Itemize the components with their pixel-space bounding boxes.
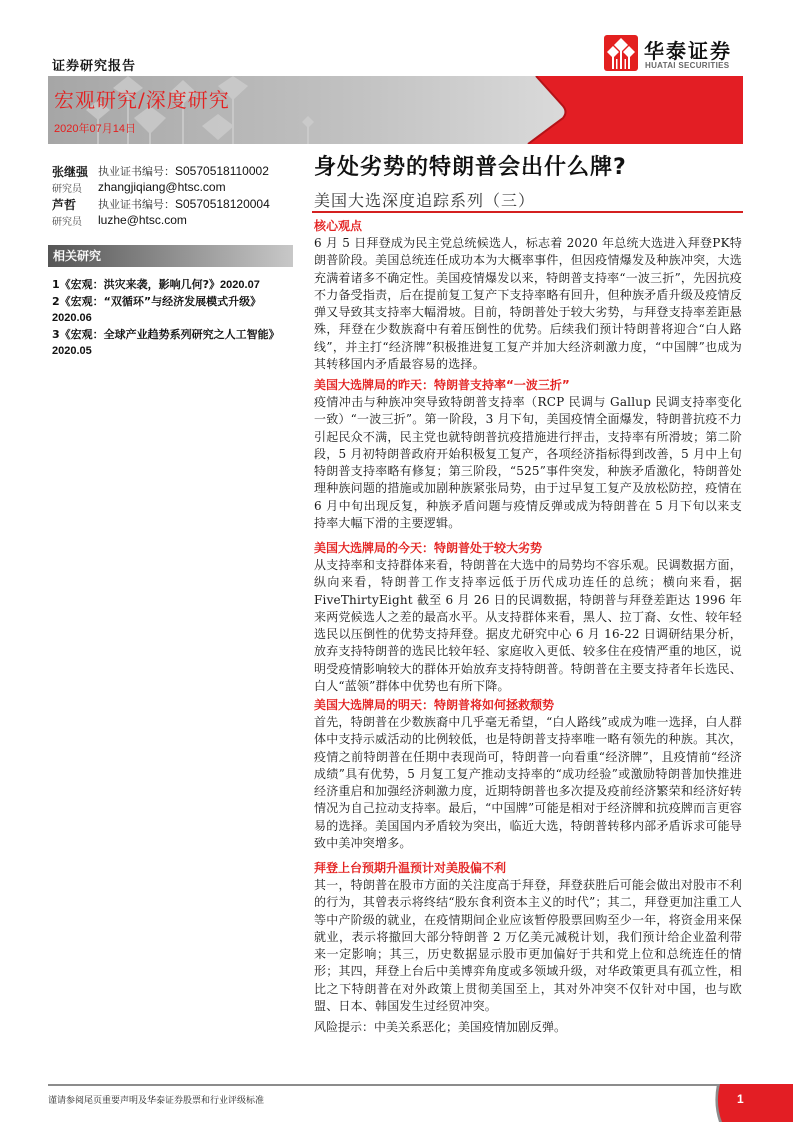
- related-item[interactable]: 1《宏观：洪灾来袭，影响几何?》2020.07: [52, 278, 260, 291]
- report-category: 宏观研究/深度研究: [54, 88, 230, 112]
- section-today: [314, 540, 742, 695]
- section-core-view: [314, 218, 742, 373]
- report-type-label: 证券研究报告: [52, 59, 137, 74]
- section-heading: 核心观点: [314, 219, 363, 233]
- related-research-list: [52, 277, 292, 360]
- analyst-role: 研究员: [52, 183, 82, 195]
- page-number-tab: [709, 1084, 793, 1122]
- related-item[interactable]: 2《宏观：“双循环”与经济发展模式升级》 2020.06: [52, 294, 262, 324]
- page-tab-shape: [709, 1084, 793, 1122]
- logo-chinese-name: 华泰证券: [644, 39, 732, 63]
- related-research-header: 相关研究: [48, 245, 293, 267]
- report-date: 2020年07月14日: [54, 123, 136, 135]
- analyst-card: [52, 163, 302, 195]
- section-heading: 美国大选牌局的今天：特朗普处于较大劣势: [314, 541, 543, 555]
- license-number: S0570518120004: [175, 197, 270, 211]
- section-tomorrow: [314, 697, 742, 852]
- analyst-email[interactable]: luzhe@htsc.com: [98, 213, 187, 227]
- page-subtitle: 美国大选深度追踪系列（三）: [314, 191, 536, 210]
- header-banner: [48, 76, 743, 144]
- section-yesterday: [314, 377, 742, 532]
- footer-disclaimer[interactable]: 谨请参阅尾页重要声明及华泰证券股票和行业评级标准: [48, 1096, 265, 1106]
- section-body: 其一，特朗普在股市方面的关注度高于拜登，拜登获胜后可能会做出对股市不利的行为，其曾表示将终结“股东食利资本主义的时代”；其二，拜登更加注重工人等中产阶级的就业，在疫情期间企业应该暂停股票回购至少一年，将资金用来保就业，表示将撤回大部分特朗普 2 万亿美元减税计划，我们预计给企业盈利带来一定影响；其三，历史数据显示股市更加偏好于共和党上位和总统连任的情形；其四，拜登上台后中美博弈角度或多领域升级，对华政策更具有孤立性，相比之下特朗普在对外政策上贯彻美国至上，其对外冲突不仅针对中国，也与欧盟、日本、韩国发生过经贸冲突。: [314, 878, 742, 1014]
- analyst-card: [52, 196, 302, 228]
- page-title: 身处劣势的特朗普会出什么牌?: [314, 155, 627, 180]
- license-label: 执业证书编号：: [98, 165, 175, 178]
- section-body: 6 月 5 日拜登成为民主党总统候选人，标志着 2020 年总统大选进入拜登PK特朗普阶段。美国总统连任成功本为大概率事件，但因疫情爆发及种族冲突，大选充满着诸多不确定性。美国疫情爆发以来，特朗普支持率“一波三折”，先因抗疫不力备受指责，后在提前复工复产下支持率略有回升，但种族矛盾升级及疫情反弹又导致其支持率大幅滑坡。目前，特朗普处于较大劣势，与拜登支持率差距悬殊，拜登在少数族裔中有着压倒性的优势。后续我们预计特朗普将迎合“白人路线”，并主打“经济牌”积极推进复工复产并加大经济刺激力度，“中国牌”也成为其转移国内矛盾最容易的选择。: [314, 236, 742, 372]
- risk-warning: 风险提示：中美关系恶化；美国疫情加剧反弹。: [314, 1020, 567, 1034]
- page-number: 1: [737, 1092, 744, 1106]
- huatai-logo-icon: [604, 35, 638, 71]
- analyst-email[interactable]: zhangjiqiang@htsc.com: [98, 180, 226, 194]
- license-number: S0570518110002: [175, 164, 269, 178]
- title-divider: [312, 211, 743, 213]
- license-label: 执业证书编号：: [98, 198, 175, 211]
- section-heading: 美国大选牌局的明天：特朗普将如何拯救颓势: [314, 698, 555, 712]
- logo-english-name: HUATAI SECURITIES: [645, 61, 730, 70]
- huatai-logo: [604, 35, 746, 73]
- section-body: 首先，特朗普在少数族裔中几乎毫无希望，“白人路线”或成为唯一选择，白人群体中支持示威活动的比例较低，也是特朗普支持率唯一略有领先的种族。其次，疫情之前特朗普在任期中表现尚可，特朗普一向看重“经济牌”，且疫情前“经济成绩”具有优势，5 月复工复产推动支持率的“成功经验”或激励特朗普加快推进经济重启和加强经济刺激力度，近期特朗普也多次提及疫前经济繁荣和经济好转情况为自己拉动支持率。最后，“中国牌”可能是相对于经济牌和抗疫牌而言更容易的选择。美国国内矛盾较为突出，临近大选，特朗普转移内部矛盾诉求可能导致中美冲突增多。: [314, 715, 742, 851]
- section-heading: 美国大选牌局的昨天：特朗普支持率“一波三折”: [314, 378, 570, 392]
- section-body: 疫情冲击与种族冲突导致特朗普支持率（RCP 民调与 Gallup 民调支持率变化一致）“一波三折”。第一阶段，3 月下旬，美国疫情全面爆发，特朗普抗疫不力引起民众不满，民主党也就特朗普抗疫措施进行抨击，支持率有所滑坡；第二阶段，5 月初特朗普政府开始积极复工复产，各项经济指标得到改善，5 月中上旬特朗普支持率略有修复；第三阶段，“525”事件突发，种族矛盾激化，特朗普处理种族问题的措施或加剧种族紧张局势，由于过早复工复产及放松防控，疫情在 6 月中旬出现反复，种族矛盾问题与疫情反弹或成为特朗普在 5 月下旬以来支持率大幅下滑的主要逻辑。: [314, 395, 742, 531]
- section-body: 从支持率和支持群体来看，特朗普在大选中的局势均不容乐观。民调数据方面，纵向来看，特朗普工作支持率远低于历代成功连任的总统；横向来看，据 FiveThirtyEight 截至 6 月 26 日的民调数据，特朗普与拜登差距达 1996 年来两党候选人之差的最高水平。从支持群体来看，黑人、拉丁裔、女性、较年轻选民以压倒性的优势支持拜登。据皮尤研究中心 6 月 16-22 日调研结果分析，放弃支持特朗普的选民比较年轻、家庭收入更低、较多住在疫情严重的地区，说明受疫情影响较大的群体开始放弃支持特朗普。特朗普在主要支持者年长选民、白人“蓝领”群体中优势也有所下降。: [314, 558, 742, 694]
- footer-divider: [48, 1084, 738, 1086]
- section-heading: 拜登上台预期升温预计对美股偏不利: [314, 861, 507, 875]
- analyst-role: 研究员: [52, 216, 82, 228]
- analyst-name: 张继强: [52, 164, 89, 179]
- section-us-stocks: [314, 860, 742, 1015]
- related-item[interactable]: 3《宏观：全球产业趋势系列研究之人工智能》2020.05: [52, 327, 280, 357]
- analyst-name: 芦哲: [52, 197, 77, 212]
